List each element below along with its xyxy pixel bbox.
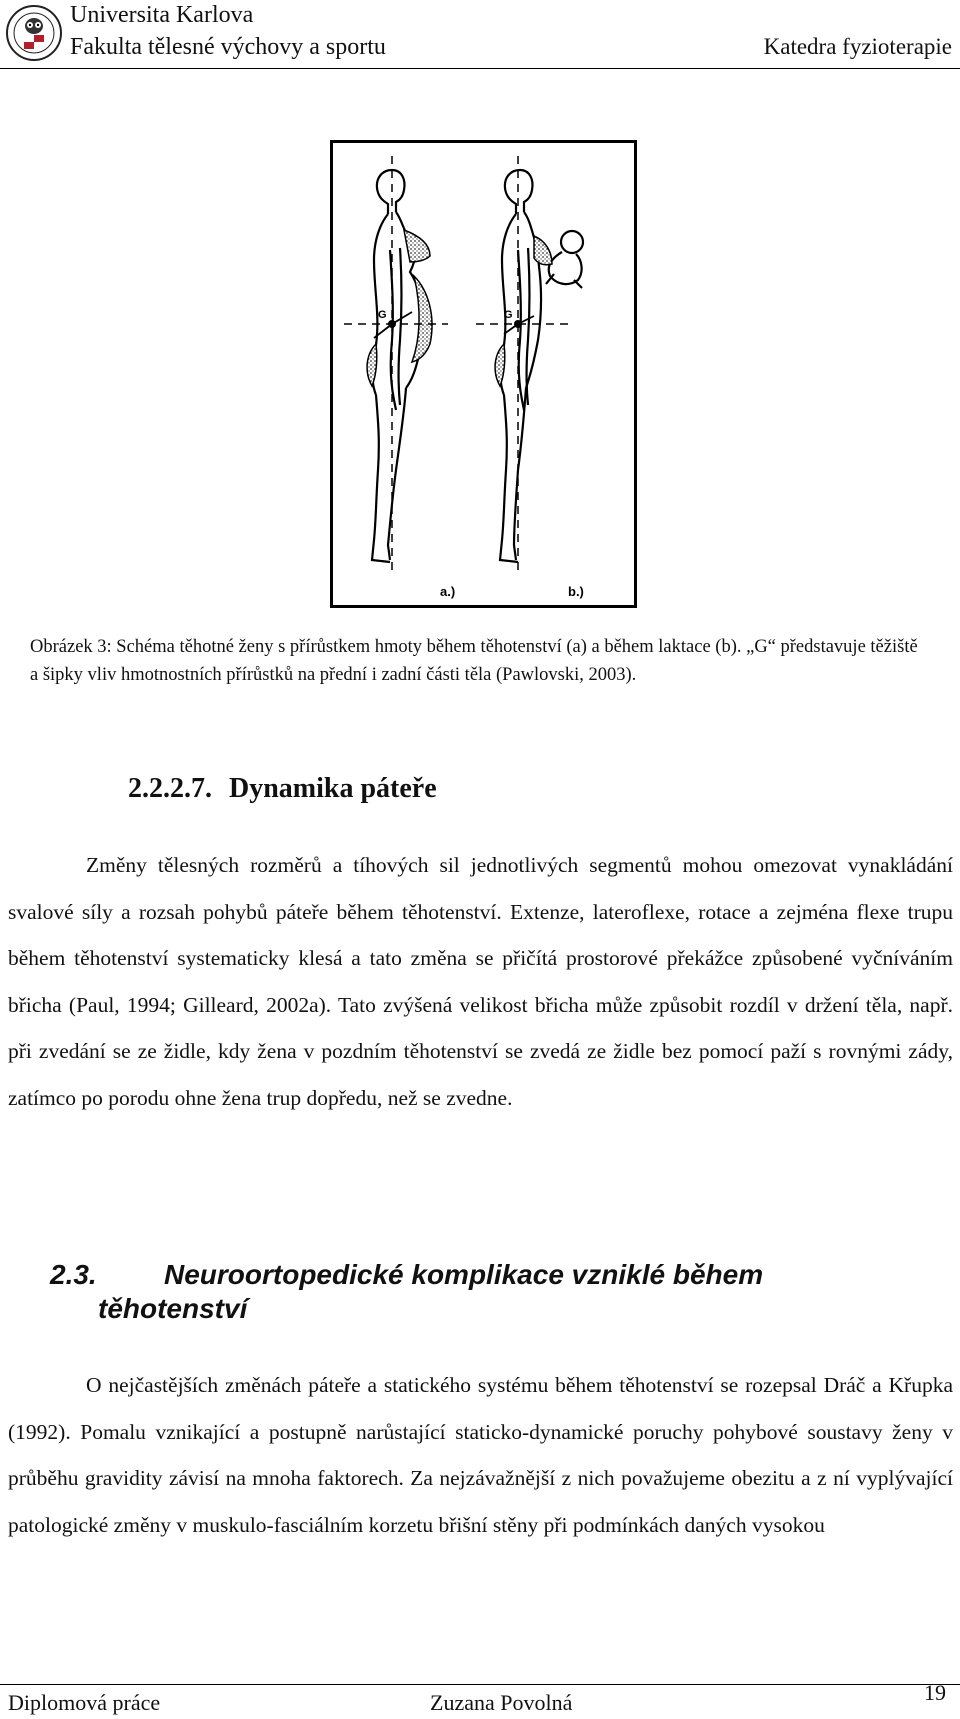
university-name: Universita Karlova <box>70 2 254 28</box>
department-name: Katedra fyzioterapie <box>763 34 952 59</box>
paragraph-complications <box>8 1362 953 1548</box>
subsection-heading <box>128 773 437 805</box>
figure-label-a: a.) <box>440 584 456 599</box>
center-of-gravity-label-a: G <box>378 309 387 321</box>
paragraph-text: Změny tělesných rozměrů a tíhových sil jednotlivých segmentů mohou omezovat vynakládání svalové síly a rozsah pohybů páteře během těhotenství. Extenze, lateroflexe, rotace a zejména flexe trupu během těhotenství systematicky klesá a tato změna se přičítá prostorové překážce způsobené vyčníváním břicha (Paul, 1994; Gilleard, 2002a). Tato zvýšená velikost břicha může způsobit rozdíl v držení těla, např. při zvedání se ze židle, kdy žena v pozdním těhotenství se zvedá ze židle bez pomocí paží s rovnými zády, zatímco po porodu ohne žena trup dopředu, než se zvedne. <box>8 853 953 1110</box>
section-number: 2.3. <box>50 1259 97 1290</box>
university-seal-icon <box>5 4 63 62</box>
footer-author: Zuzana Povolná <box>430 1690 573 1715</box>
page-number: 19 <box>924 1680 946 1705</box>
posture-illustration <box>330 140 637 608</box>
paragraph-dynamics <box>8 842 953 1121</box>
section-heading <box>50 1258 763 1326</box>
page-header <box>0 0 960 70</box>
figure-label-b: b.) <box>568 584 584 599</box>
header-rule <box>0 68 960 69</box>
section-title-line1: Neuroortopedické komplikace vzniklé během <box>164 1259 764 1290</box>
paragraph-text: O nejčastějších změnách páteře a statického systému během těhotenství se rozepsal Dráč a Křupka (1992). Pomalu vznikající a postupně narůstající staticko-dynamické poruchy pohybové soustavy ženy v průběhu gravidity závisí na mnoha faktorech. Za nejzávažnější z nich považujeme obezitu a z ní vyplývající patologické změny v muskulo-fasciálním korzetu břišní stěny při podmínkách daných vysokou <box>8 1373 953 1537</box>
subsection-title: Dynamika páteře <box>229 773 437 804</box>
figure-caption: Obrázek 3: Schéma těhotné ženy s přírůstkem hmoty během těhotenství (a) a během laktace (b). „G“ představuje těžiště a šipky vliv hmotnostních přírůstků na přední i zadní části těla (Pawlovski, 2003). <box>30 637 918 685</box>
footer-thesis-type: Diplomová práce <box>8 1690 161 1715</box>
faculty-name: Fakulta tělesné výchovy a sportu <box>70 34 386 60</box>
section-title-line2: těhotenství <box>98 1293 248 1324</box>
center-of-gravity-label-b: G <box>504 309 513 321</box>
footer-rule <box>0 1684 960 1685</box>
pregnancy-posture-figure <box>330 140 637 608</box>
subsection-number: 2.2.2.7. <box>128 773 212 804</box>
